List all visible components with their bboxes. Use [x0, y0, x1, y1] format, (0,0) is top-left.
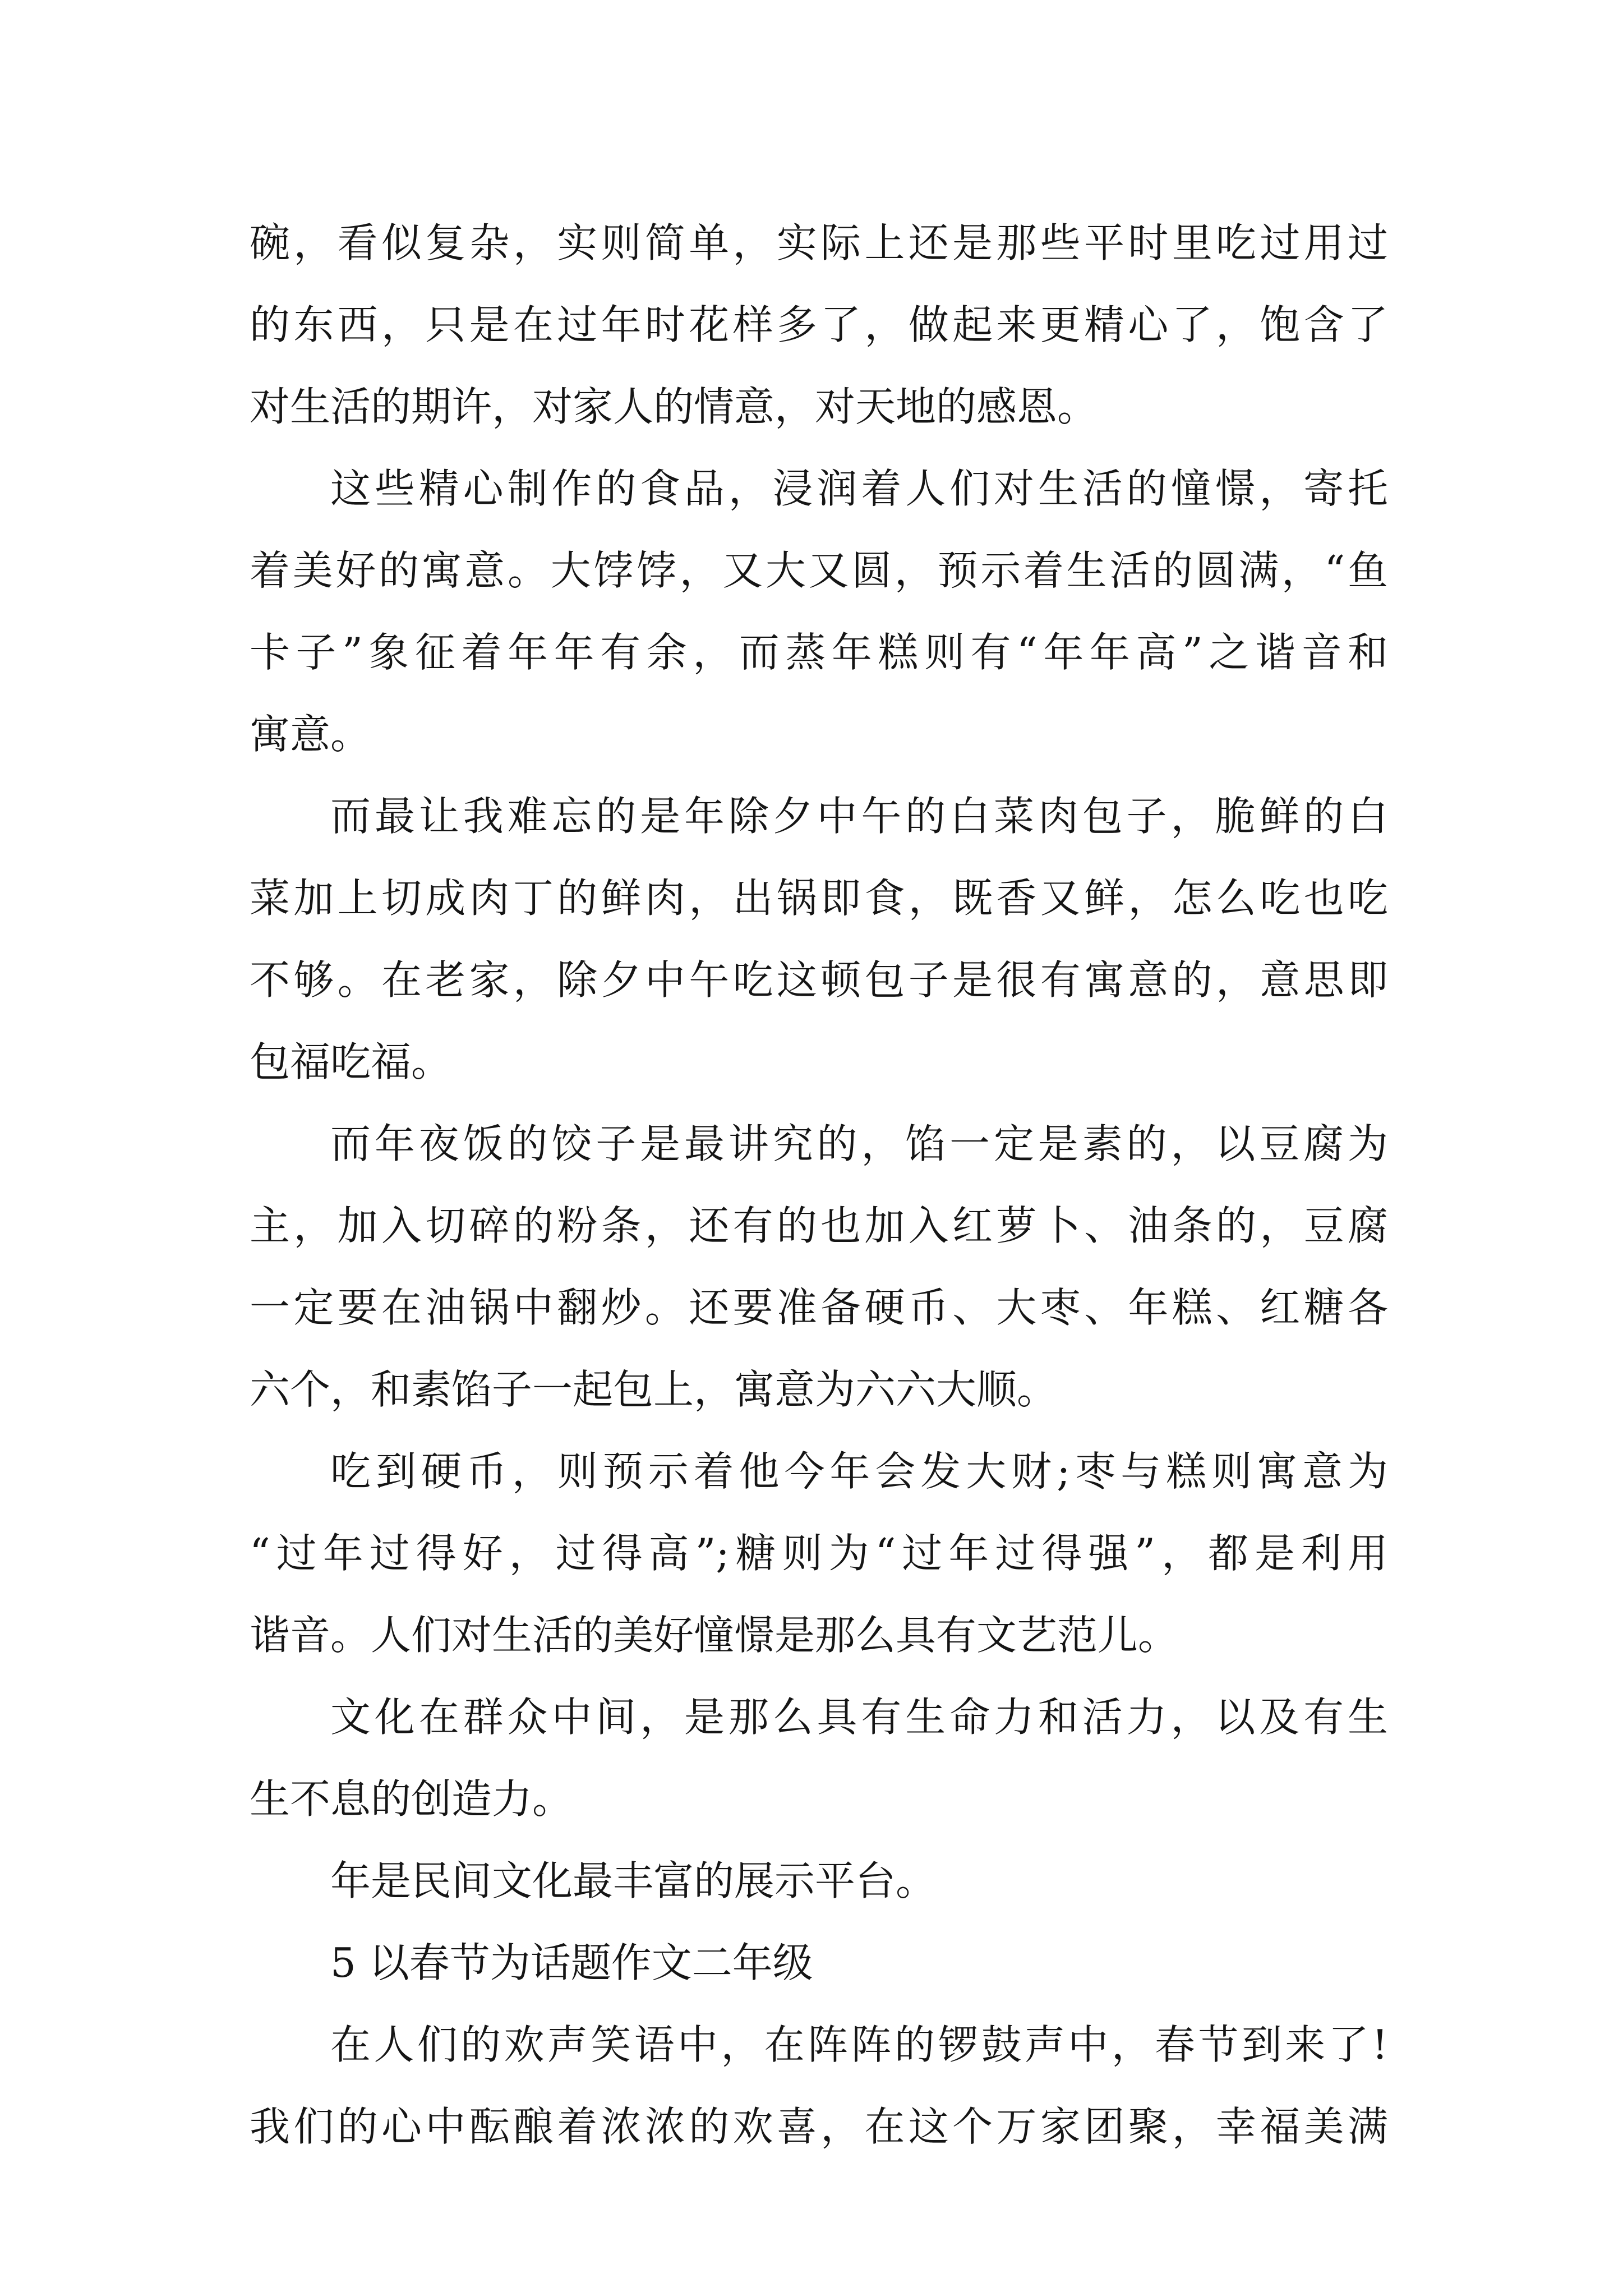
- paragraph-start-line: 而年夜饭的饺子是最讲究的，馅一定是素的，以豆腐为: [330, 1120, 1388, 1167]
- text-line: 卡子”象征着年年有余，而蒸年糕则有“年年高”之谐音和: [250, 629, 1388, 676]
- text-line: 寓意。: [250, 711, 371, 758]
- paragraph-start-line: 而最让我难忘的是年除夕中午的白菜肉包子，脆鲜的白: [330, 793, 1388, 840]
- text-line: “过年过得好，过得高”;糖则为“过年过得强”，都是利用: [250, 1530, 1388, 1577]
- text-line: 着美好的寓意。大饽饽，又大又圆，预示着生活的圆满，“鱼: [250, 547, 1388, 594]
- text-line: 菜加上切成肉丁的鲜肉，出锅即食，既香又鲜，怎么吃也吃: [250, 875, 1388, 922]
- text-line: 不够。在老家，除夕中午吃这顿包子是很有寓意的，意思即: [250, 956, 1388, 1004]
- paragraph-start-line: 这些精心制作的食品，浸润着人们对生活的憧憬，寄托: [330, 465, 1388, 512]
- text-line: 包福吃福。: [250, 1038, 452, 1085]
- text-line: 一定要在油锅中翻炒。还要准备硬币、大枣、年糕、红糖各: [250, 1284, 1388, 1331]
- text-line: 谐音。人们对生活的美好憧憬是那么具有文艺范儿。: [250, 1612, 1179, 1659]
- paragraph-start-line: 吃到硬币，则预示着他今年会发大财;枣与糕则寓意为: [330, 1448, 1388, 1495]
- text-line: 我们的心中酝酿着浓浓的欢喜，在这个万家团聚，幸福美满: [250, 2103, 1388, 2150]
- paragraph-start-line: 在人们的欢声笑语中，在阵阵的锣鼓声中，春节到来了!: [330, 2021, 1388, 2068]
- paragraph-start-line: 文化在群众中间，是那么具有生命力和活力，以及有生: [330, 1694, 1388, 1741]
- text-line: 生不息的创造力。: [250, 1775, 573, 1823]
- text-line: 碗，看似复杂，实则简单，实际上还是那些平时里吃过用过: [250, 219, 1388, 266]
- document-body: [250, 202, 1388, 2168]
- text-line: 六个，和素馅子一起包上，寓意为六六大顺。: [250, 1366, 1058, 1413]
- text-line: 的东西，只是在过年时花样多了，做起来更精心了，饱含了: [250, 301, 1388, 348]
- section-heading: 5 以春节为话题作文二年级: [330, 1939, 813, 1986]
- paragraph-line: 年是民间文化最丰富的展示平台。: [330, 1857, 937, 1904]
- text-line: 对生活的期许，对家人的情意，对天地的感恩。: [250, 383, 1098, 430]
- text-line: 主，加入切碎的粉条，还有的也加入红萝卜、油条的，豆腐: [250, 1202, 1388, 1249]
